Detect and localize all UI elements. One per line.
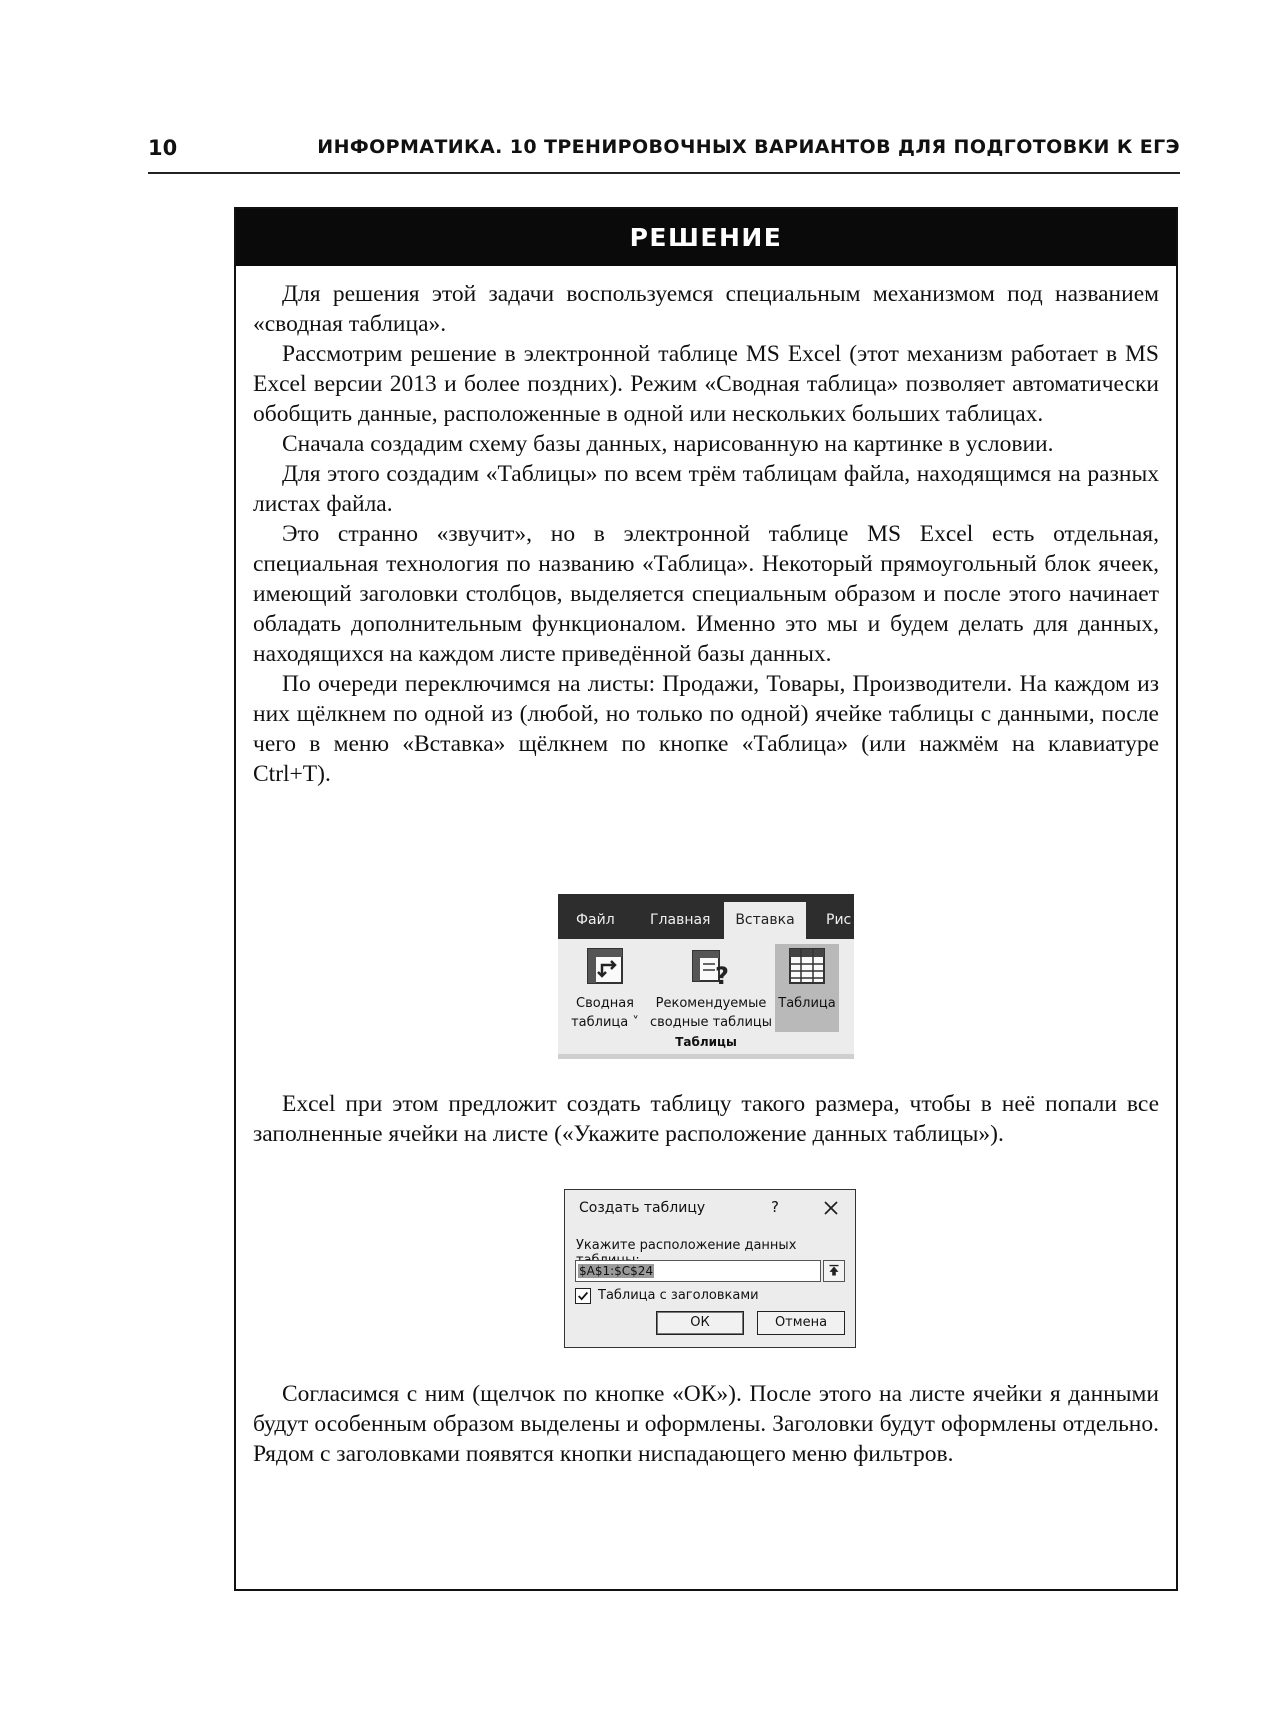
pivot-table-icon[interactable] — [586, 947, 624, 985]
headers-checkbox[interactable] — [575, 1288, 591, 1304]
pivot-table-label-line2: таблица ˅ — [571, 1015, 639, 1030]
dialog-title: Создать таблицу — [579, 1200, 706, 1216]
pivot-table-label — [570, 994, 640, 1032]
paragraph: Excel при этом предложит создать таблицу такого размера, чтобы в неё попали все заполненные ячейки на листе («Укажите расположение данных таблицы»). — [253, 1091, 1159, 1147]
running-title: ИНФОРМАТИКА. 10 ТРЕНИРОВОЧНЫХ ВАРИАНТОВ ДЛЯ ПОДГОТОВКИ К ЕГЭ — [317, 136, 1180, 158]
create-table-dialog — [564, 1189, 856, 1348]
paragraph: По очереди переключимся на листы: Продажи, Товары, Производители. На каждом из них щёлкнем по одной из (любой, но только по одной) ячейке таблицы с данными, после чего в меню «Вставка» щёлкнем по кнопке «Таблица» (или нажмём на клавиатуре Ctrl+T). — [253, 671, 1159, 787]
svg-text:?: ? — [715, 962, 729, 987]
tab-draw[interactable]: Рис — [826, 912, 852, 928]
page-number: 10 — [148, 136, 178, 160]
header-rule — [148, 172, 1180, 174]
recommended-pivot-label — [646, 994, 776, 1032]
ribbon-group-label: Таблицы — [675, 1035, 737, 1049]
range-input[interactable] — [575, 1260, 821, 1282]
tab-home[interactable]: Главная — [650, 912, 711, 928]
cancel-button[interactable]: Отмена — [757, 1311, 845, 1335]
recommended-pivot-label-line2: сводные таблицы — [649, 1015, 773, 1030]
ribbon-bottom-edge — [558, 1054, 854, 1059]
tab-file[interactable]: Файл — [576, 912, 615, 928]
close-icon[interactable] — [821, 1198, 841, 1218]
table-icon[interactable] — [788, 947, 826, 985]
paragraph: Согласимся с ним (щелчок по кнопке «ОК»). После этого на листе ячейки я данными будут особенным образом выделены и оформлены. Заголовки будут оформлены отдельно. Рядом с заголовками появятся кнопки ниспадающего меню фильтров. — [253, 1381, 1159, 1467]
paragraph: Сначала создадим схему базы данных, нарисованную на картинке в условии. — [282, 431, 1054, 457]
paragraph: Рассмотрим решение в электронной таблице MS Excel (этот механизм работает в MS Excel версии 2013 и более поздних). Режим «Сводная таблица» позволяет автоматически обобщить данные, расположенные в одной или нескольких больших таблицах. — [253, 341, 1159, 427]
range-input-value: $A$1:$C$24 — [579, 1264, 654, 1278]
solution-banner: РЕШЕНИЕ — [236, 209, 1176, 266]
collapse-dialog-icon[interactable] — [823, 1260, 845, 1282]
ok-button[interactable]: ОК — [656, 1311, 744, 1335]
paragraph: Для этого создадим «Таблицы» по всем трём таблицам файла, находящимся на разных листах файла. — [253, 461, 1159, 517]
range-prompt-label: Укажите расположение данных — [576, 1238, 797, 1253]
excel-ribbon-screenshot — [558, 894, 854, 1059]
solution-text-middle — [253, 1089, 1159, 1149]
help-icon[interactable]: ? — [771, 1198, 779, 1216]
solution-text-final — [253, 1379, 1159, 1469]
tab-insert[interactable]: Вставка — [724, 902, 806, 939]
pivot-table-label-line1: Сводная — [576, 996, 634, 1011]
recommended-pivot-icon[interactable] — [691, 947, 731, 987]
paragraph: Это странно «звучит», но в электронной таблице MS Excel есть отдельная, специальная технология по названию «Таблица». Некоторый прямоугольный блок ячеек, имеющий заголовки столбцов, выделяется специальным образом и после этого начинает обладать дополнительным функционалом. Именно это мы и будем делать для данных, находящихся на каждом листе приведённой базы данных. — [253, 521, 1159, 667]
headers-checkbox-label: Таблица с заголовками — [598, 1288, 759, 1303]
paragraph: Для решения этой задачи воспользуемся специальным механизмом под названием «сводная таблица». — [253, 281, 1159, 337]
table-button-label: Таблица — [778, 996, 836, 1011]
solution-text-intro — [253, 279, 1159, 789]
recommended-pivot-label-line1: Рекомендуемые — [655, 996, 767, 1011]
